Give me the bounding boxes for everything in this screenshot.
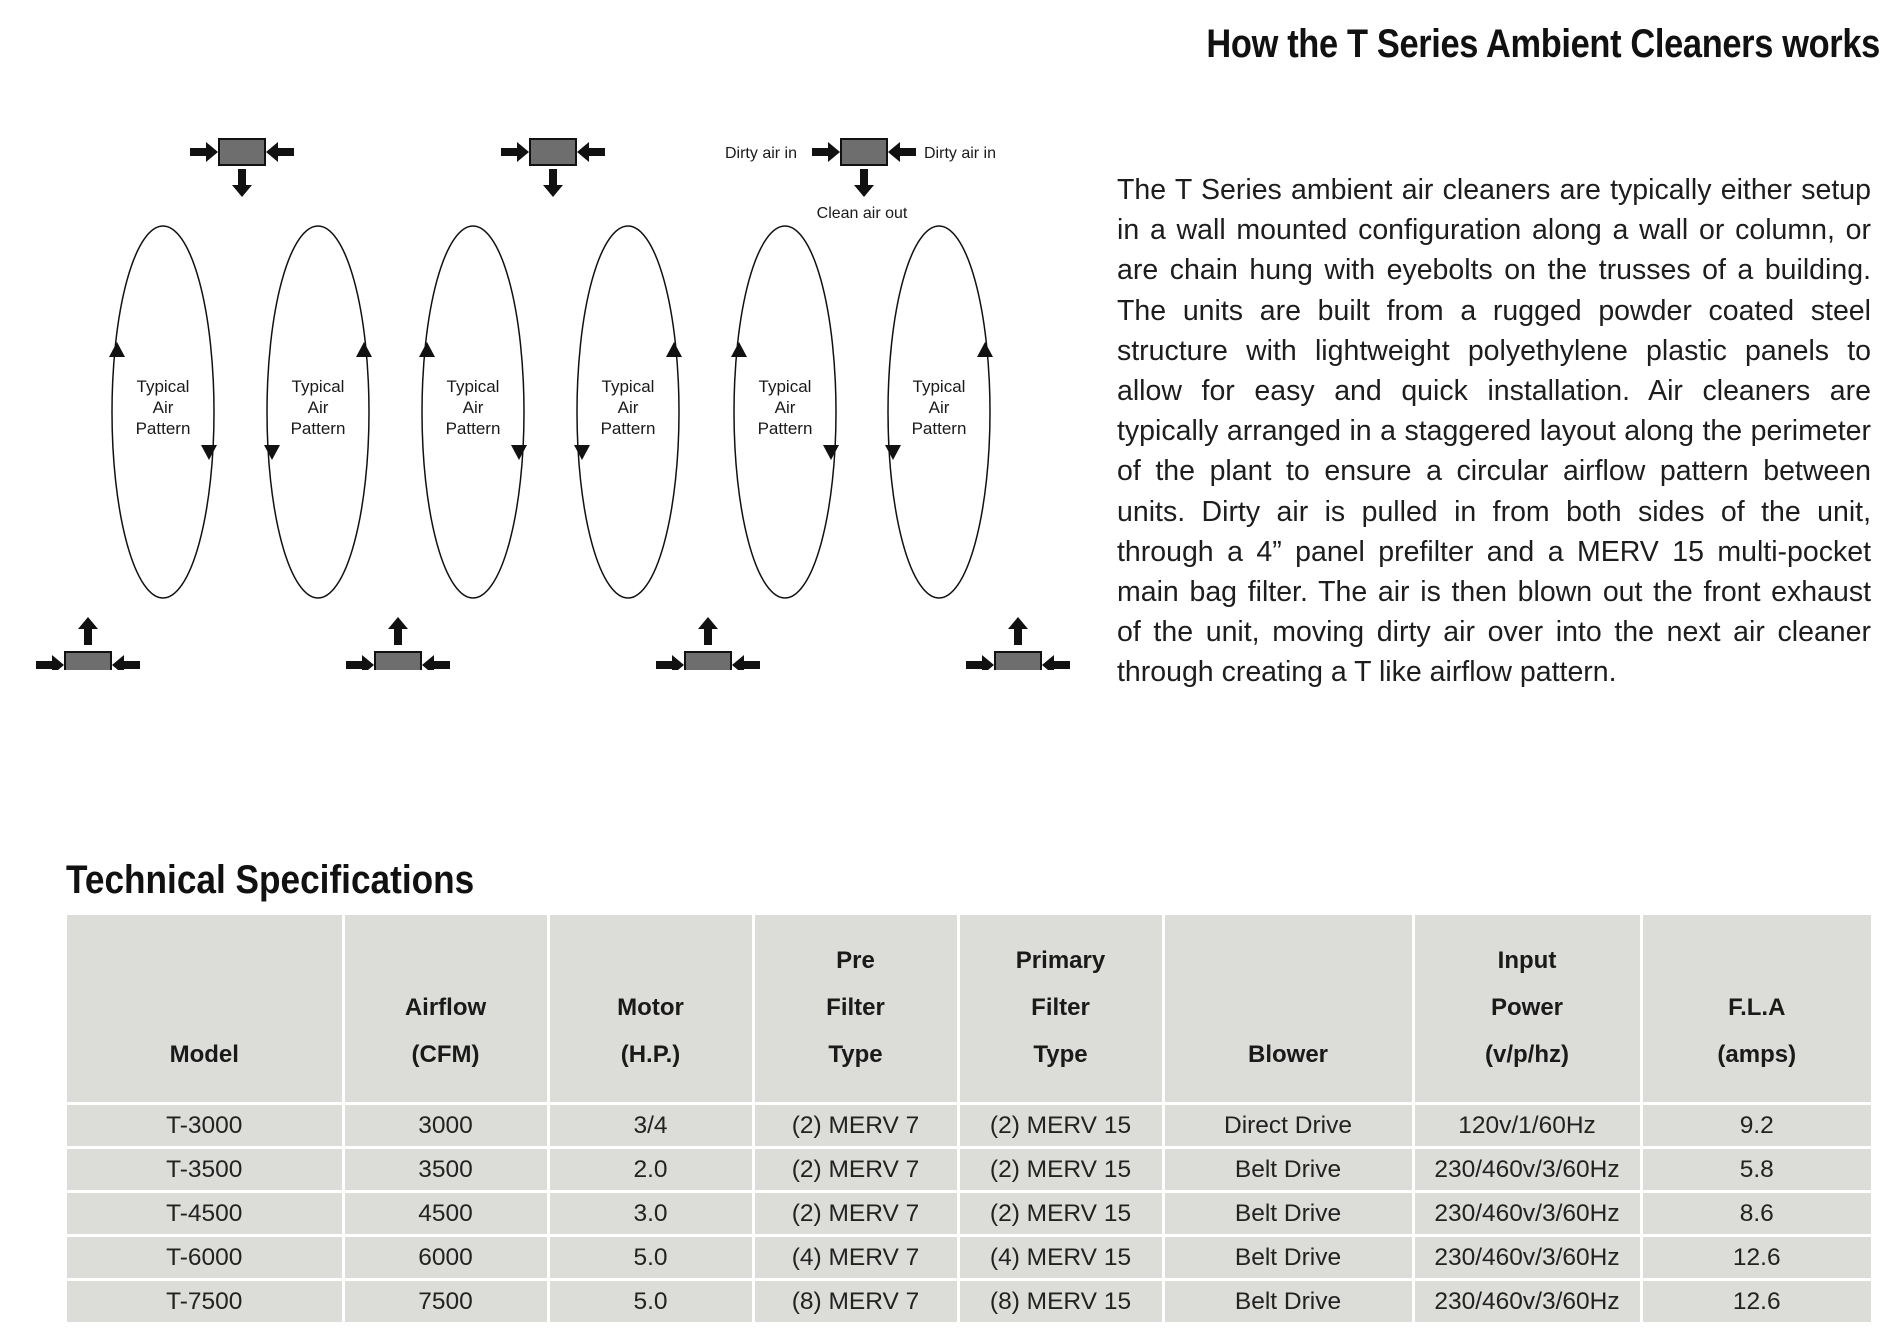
loop-label-line: Typical (912, 377, 966, 396)
table-cell: T-3000 (67, 1104, 343, 1148)
loop-label-line: Pattern (600, 419, 656, 438)
loop-label-line: Pattern (757, 419, 813, 438)
loop-label-line: Typical (758, 377, 812, 396)
loop-label (446, 377, 501, 438)
column-header-line: F.L.A (1728, 994, 1786, 1021)
table-cell: 4500 (343, 1192, 548, 1236)
column-header (1163, 915, 1413, 1104)
table-cell: Direct Drive (1163, 1104, 1413, 1148)
table-cell: 230/460v/3/60Hz (1413, 1192, 1641, 1236)
arrow-icon (888, 142, 916, 162)
column-header-line: (amps) (1717, 1041, 1797, 1068)
air-cleaner-unit (375, 652, 421, 670)
table-cell: 5.0 (548, 1280, 753, 1323)
table-cell: (2) MERV 7 (753, 1104, 958, 1148)
arrow-icon (78, 617, 98, 645)
column-header (67, 915, 343, 1104)
column-header-line: Filter (826, 994, 885, 1021)
column-header (343, 915, 548, 1104)
arrow-icon (732, 655, 760, 670)
arrow-icon (266, 142, 294, 162)
column-header-line: (CFM) (411, 1041, 480, 1068)
arrowhead-down-icon (823, 445, 839, 460)
table-cell: (2) MERV 15 (958, 1148, 1163, 1192)
arrow-icon (112, 655, 140, 670)
table-cell: (8) MERV 15 (958, 1280, 1163, 1323)
table-row (67, 1236, 1871, 1280)
loop-label-line: Air (152, 398, 174, 417)
column-header-line: Model (169, 1041, 239, 1068)
table-cell: 2.0 (548, 1148, 753, 1192)
loop-label-line: Typical (601, 377, 655, 396)
description-paragraph: The T Series ambient air cleaners are typically either setup in a wall mounted configuration along a wall or column, or are chain hung with eyebolts on the trusses of a building. The units are built from a rugged powder coated steel structure with lightweight polyethylene plastic panels to allow for easy and quick installation. Air cleaners are typically arranged in a staggered layout along the perimeter of the plant to ensure a circular airflow pattern between units. Dirty air is pulled in from both sides of the unit, through a 4” panel prefilter and a MERV 15 multi-pocket main bag filter. The air is then blown out the front exhaust of the unit, moving dirty air over into the next air cleaner through creating a T like airflow pattern. (1117, 174, 1871, 689)
table-cell: T-3500 (67, 1148, 343, 1192)
table-cell: T-6000 (67, 1236, 343, 1280)
column-header-line: Primary (1015, 947, 1106, 974)
air-cleaner-unit (995, 652, 1041, 670)
air-cleaner-unit (219, 139, 265, 165)
arrowhead-up-icon (419, 342, 435, 357)
loop-label-line: Pattern (290, 419, 346, 438)
table-cell: (2) MERV 15 (958, 1104, 1163, 1148)
loop-label-line: Typical (291, 377, 345, 396)
loop-label (291, 377, 346, 438)
arrow-icon (577, 142, 605, 162)
table-cell: 12.6 (1641, 1236, 1871, 1280)
loop-label-line: Air (617, 398, 639, 417)
column-header-line: Blower (1247, 1041, 1328, 1068)
arrow-icon (388, 617, 408, 645)
arrowhead-up-icon (731, 342, 747, 357)
table-cell: 12.6 (1732, 1287, 1781, 1315)
arrow-icon (543, 169, 563, 197)
table-row (67, 1148, 1871, 1192)
column-header-line: (v/p/hz) (1485, 1041, 1569, 1068)
arrowhead-up-icon (356, 342, 372, 357)
arrow-icon (36, 655, 64, 670)
table-cell: 230/460v/3/60Hz (1413, 1280, 1641, 1323)
dirty-air-in-label: Dirty air in (924, 145, 997, 162)
table-cell: 8.6 (1641, 1192, 1871, 1236)
arrowhead-down-icon (511, 445, 527, 460)
loop-label-line: Air (462, 398, 484, 417)
arrowhead-up-icon (977, 342, 993, 357)
table-cell: (2) MERV 7 (753, 1148, 958, 1192)
arrow-icon (232, 169, 252, 197)
arrowhead-down-icon (574, 445, 590, 460)
loop-label-line: Pattern (445, 419, 501, 438)
table-cell: 230/460v/3/60Hz (1413, 1148, 1641, 1192)
table-cell: 5.0 (548, 1236, 753, 1280)
air-cleaner-unit (841, 139, 887, 165)
table-cell: T-4500 (67, 1192, 343, 1236)
column-header-line: (H.P.) (620, 1041, 681, 1068)
arrowhead-down-icon (201, 445, 217, 460)
arrow-icon (1042, 655, 1070, 670)
arrow-icon (190, 142, 218, 162)
table-cell: Belt Drive (1163, 1236, 1413, 1280)
table-cell: Belt Drive (1163, 1280, 1413, 1323)
column-header-line: Type (1033, 1041, 1088, 1068)
arrow-icon (854, 169, 874, 197)
column-header-line: Type (828, 1041, 883, 1068)
table-cell: 9.2 (1641, 1104, 1871, 1148)
table-cell: 3.0 (548, 1192, 753, 1236)
clean-air-out-label: Clean air out (816, 205, 908, 222)
arrow-icon (698, 617, 718, 645)
table-cell: Belt Drive (1163, 1148, 1413, 1192)
loop-label (912, 377, 967, 438)
airflow-diagram (0, 110, 1090, 670)
air-cleaner-unit (685, 652, 731, 670)
specs-title: Technical Specifications (66, 858, 475, 902)
loop-label-line: Pattern (911, 419, 967, 438)
loop-label (758, 377, 813, 438)
table-cell: (8) MERV 7 (753, 1280, 958, 1323)
table-cell: (4) MERV 7 (753, 1236, 958, 1280)
table-cell: (4) MERV 15 (958, 1236, 1163, 1280)
arrow-icon (346, 655, 374, 670)
column-header-line: Airflow (404, 994, 487, 1021)
column-header (1641, 915, 1871, 1104)
table-cell: (2) MERV 15 (958, 1192, 1163, 1236)
table-cell: 6000 (343, 1236, 548, 1280)
table-row (67, 1280, 1871, 1323)
arrow-icon (422, 655, 450, 670)
arrow-icon (656, 655, 684, 670)
arrow-icon (812, 142, 840, 162)
loop-label-line: Typical (446, 377, 500, 396)
table-cell: 7500 (343, 1280, 548, 1323)
loop-label-line: Typical (136, 377, 190, 396)
arrowhead-up-icon (109, 342, 125, 357)
table-cell: 230/460v/3/60Hz (1413, 1236, 1641, 1280)
arrowhead-up-icon (666, 342, 682, 357)
table-cell: 3000 (343, 1104, 548, 1148)
arrowhead-down-icon (885, 445, 901, 460)
loop-label-line: Pattern (135, 419, 191, 438)
arrowhead-down-icon (264, 445, 280, 460)
column-header (753, 915, 958, 1104)
loop-label-line: Air (928, 398, 950, 417)
table-cell: (2) MERV 7 (753, 1192, 958, 1236)
loop-label-line: Air (774, 398, 796, 417)
loop-label-line: Air (307, 398, 329, 417)
column-header (548, 915, 753, 1104)
page-title: How the T Series Ambient Cleaners works (1206, 22, 1880, 66)
table-cell: T-7500 (67, 1280, 343, 1323)
air-cleaner-unit (65, 652, 111, 670)
column-header-line: Pre (836, 947, 875, 974)
dirty-air-in-label: Dirty air in (724, 145, 797, 162)
column-header (958, 915, 1163, 1104)
column-header-line: Filter (1031, 994, 1090, 1021)
table-cell: 120v/1/60Hz (1413, 1104, 1641, 1148)
column-header-line: Motor (617, 994, 684, 1021)
table-cell: 3/4 (548, 1104, 753, 1148)
column-header-line: Power (1490, 994, 1564, 1021)
table-cell: Belt Drive (1163, 1192, 1413, 1236)
table-cell: 3500 (343, 1148, 548, 1192)
arrow-icon (966, 655, 994, 670)
column-header (1413, 915, 1641, 1104)
air-cleaner-unit (530, 139, 576, 165)
table-row (67, 1104, 1871, 1148)
specs-table (67, 915, 1871, 1322)
table-cell: 5.8 (1641, 1148, 1871, 1192)
table-row (67, 1192, 1871, 1236)
arrow-icon (501, 142, 529, 162)
arrow-icon (1008, 617, 1028, 645)
loop-label (136, 377, 191, 438)
loop-label (601, 377, 656, 438)
column-header-line: Input (1497, 947, 1557, 974)
